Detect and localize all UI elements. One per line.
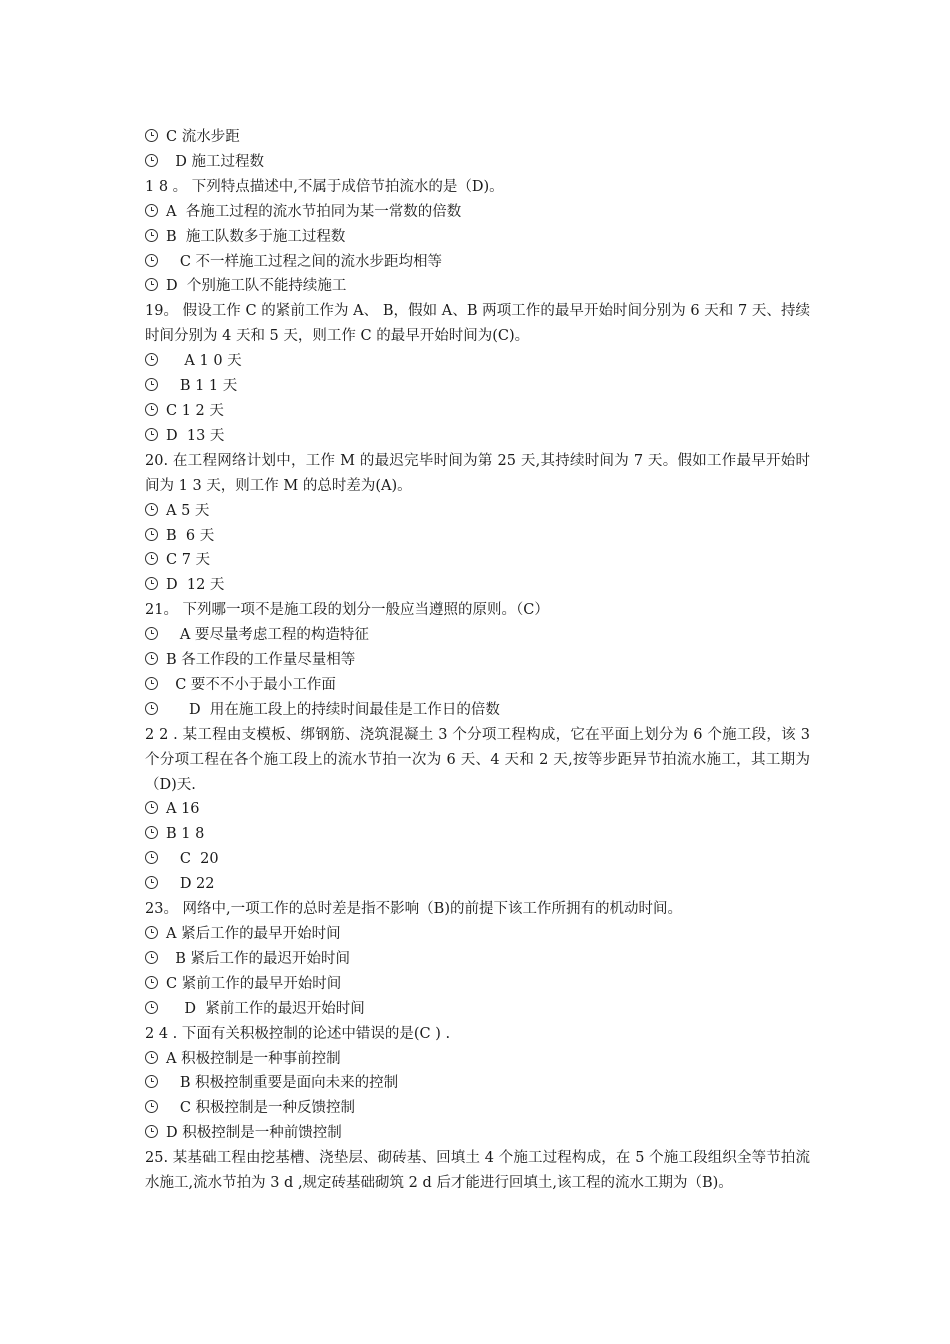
option-text: D 紧前工作的最迟开始时间 xyxy=(166,1000,365,1017)
option-line xyxy=(145,274,810,299)
clock-bullet-icon xyxy=(145,528,158,541)
option-text: D 用在施工段上的持续时间最佳是工作日的倍数 xyxy=(166,701,500,718)
clock-bullet-icon xyxy=(145,976,158,989)
clock-bullet-icon xyxy=(145,926,158,939)
option-text: D 个别施工队不能持续施工 xyxy=(166,278,347,295)
clock-bullet-icon xyxy=(145,254,158,267)
option-line xyxy=(145,623,810,648)
option-line xyxy=(145,150,810,175)
option-line xyxy=(145,847,810,872)
option-text: A 紧后工作的最早开始时间 xyxy=(166,926,341,942)
option-line xyxy=(145,648,810,673)
option-text: A 各施工过程的流水节拍同为某一常数的倍数 xyxy=(166,203,462,220)
clock-bullet-icon xyxy=(145,702,158,715)
option-line xyxy=(145,573,810,598)
clock-bullet-icon xyxy=(145,129,158,142)
clock-bullet-icon xyxy=(145,428,158,441)
clock-bullet-icon xyxy=(145,652,158,665)
option-line xyxy=(145,822,810,847)
clock-bullet-icon xyxy=(145,577,158,590)
clock-bullet-icon xyxy=(145,851,158,864)
option-line xyxy=(145,1047,810,1072)
option-line xyxy=(145,125,810,150)
option-text: A 5 天 xyxy=(166,502,210,519)
option-text: D 积极控制是一种前馈控制 xyxy=(166,1125,342,1142)
question-text: 23。 网络中,一项工作的总时差是指不影响（B)的前提下该工作所拥有的机动时间。 xyxy=(145,901,682,918)
option-line xyxy=(145,399,810,424)
clock-bullet-icon xyxy=(145,378,158,391)
option-line xyxy=(145,1121,810,1146)
option-line xyxy=(145,698,810,723)
clock-bullet-icon xyxy=(145,1100,158,1113)
option-text: C 流水步距 xyxy=(166,129,240,145)
option-line xyxy=(145,524,810,549)
clock-bullet-icon xyxy=(145,154,158,167)
clock-bullet-icon xyxy=(145,627,158,640)
clock-bullet-icon xyxy=(145,1001,158,1014)
option-line xyxy=(145,797,810,822)
option-line xyxy=(145,872,810,897)
question-text: 25. 某基础工程由挖基槽、浇垫层、砌砖基、回填土 4 个施工过程构成，在 5 个施工段组织全等节拍流水施工,流水节拍为 3 d ,规定砖基础砌筑 2 d 后才能进行回填土,该工程的流水工期为（B)。 xyxy=(145,1150,810,1192)
question-text: 2 4 . 下面有关积极控制的论述中错误的是(C ) . xyxy=(145,1025,451,1042)
clock-bullet-icon xyxy=(145,552,158,565)
option-text: A 16 xyxy=(166,801,200,818)
option-text: D 施工过程数 xyxy=(166,153,264,170)
option-line xyxy=(145,673,810,698)
option-text: C 7 天 xyxy=(166,552,211,569)
option-line xyxy=(145,225,810,250)
option-line xyxy=(145,972,810,997)
clock-bullet-icon xyxy=(145,278,158,291)
option-line xyxy=(145,499,810,524)
question-text: 21。 下列哪一项不是施工段的划分一般应当遵照的原则。（C） xyxy=(145,602,549,619)
option-text: C 1 2 天 xyxy=(166,402,224,419)
question-text: 20. 在工程网络计划中，工作 M 的最迟完毕时间为第 25 天,其持续时间为 7 天。假如工作最早开始时间为 1 3 天，则工作 M 的总时差为(A)。 xyxy=(145,452,810,494)
option-line xyxy=(145,1071,810,1096)
option-text: B 1 8 xyxy=(166,826,205,843)
option-text: C 紧前工作的最早开始时间 xyxy=(166,975,342,992)
option-text: A 积极控制是一种事前控制 xyxy=(166,1050,341,1067)
question-text: 2 2 . 某工程由支模板、绑钢筋、浇筑混凝土 3 个分项工程构成，它在平面上划分为 6 个施工段，该 3 个分项工程在各个施工段上的流水节拍一次为 6 天、4 天和 2 天,按等步距异节拍流水施工，其工期为（D)天. xyxy=(145,726,810,793)
option-text: B 紧后工作的最迟开始时间 xyxy=(166,950,350,967)
question-text: 1 8 。 下列特点描述中,不属于成倍节拍流水的是（D)。 xyxy=(145,178,504,195)
option-text: C 不一样施工过程之间的流水步距均相等 xyxy=(166,253,443,270)
option-line xyxy=(145,1096,810,1121)
option-text: B 1 1 天 xyxy=(166,378,238,395)
option-text: C 20 xyxy=(166,851,219,868)
option-line xyxy=(145,250,810,275)
clock-bullet-icon xyxy=(145,1051,158,1064)
option-line xyxy=(145,374,810,399)
question-text: 19。 假设工作 C 的紧前工作为 A、 B，假如 A、B 两项工作的最早开始时间分别为 6 天和 7 天、持续时间分别为 4 天和 5 天，则工作 C 的最早开始时间为(C)。 xyxy=(145,303,810,345)
option-text: C 积极控制是一种反馈控制 xyxy=(166,1100,356,1117)
clock-bullet-icon xyxy=(145,503,158,516)
option-text: B 施工队数多于施工过程数 xyxy=(166,228,346,245)
clock-bullet-icon xyxy=(145,353,158,366)
clock-bullet-icon xyxy=(145,403,158,416)
option-text: B 积极控制重要是面向未来的控制 xyxy=(166,1075,399,1092)
clock-bullet-icon xyxy=(145,826,158,839)
clock-bullet-icon xyxy=(145,677,158,690)
option-line xyxy=(145,349,810,374)
clock-bullet-icon xyxy=(145,876,158,889)
option-line xyxy=(145,200,810,225)
clock-bullet-icon xyxy=(145,229,158,242)
question-list xyxy=(145,125,810,1196)
option-text: D 22 xyxy=(166,876,215,893)
option-text: C 要不不小于最小工作面 xyxy=(166,676,336,693)
option-text: D 12 天 xyxy=(166,577,225,594)
option-text: B 6 天 xyxy=(166,527,215,544)
clock-bullet-icon xyxy=(145,204,158,217)
clock-bullet-icon xyxy=(145,951,158,964)
clock-bullet-icon xyxy=(145,1125,158,1138)
option-text: D 13 天 xyxy=(166,427,225,444)
option-text: A 要尽量考虑工程的构造特征 xyxy=(166,627,369,644)
option-line xyxy=(145,997,810,1022)
option-text: B 各工作段的工作量尽量相等 xyxy=(166,652,356,669)
option-line xyxy=(145,922,810,947)
clock-bullet-icon xyxy=(145,1075,158,1088)
option-line xyxy=(145,424,810,449)
option-line xyxy=(145,947,810,972)
option-line xyxy=(145,548,810,573)
clock-bullet-icon xyxy=(145,801,158,814)
option-text: A 1 0 天 xyxy=(166,353,242,370)
